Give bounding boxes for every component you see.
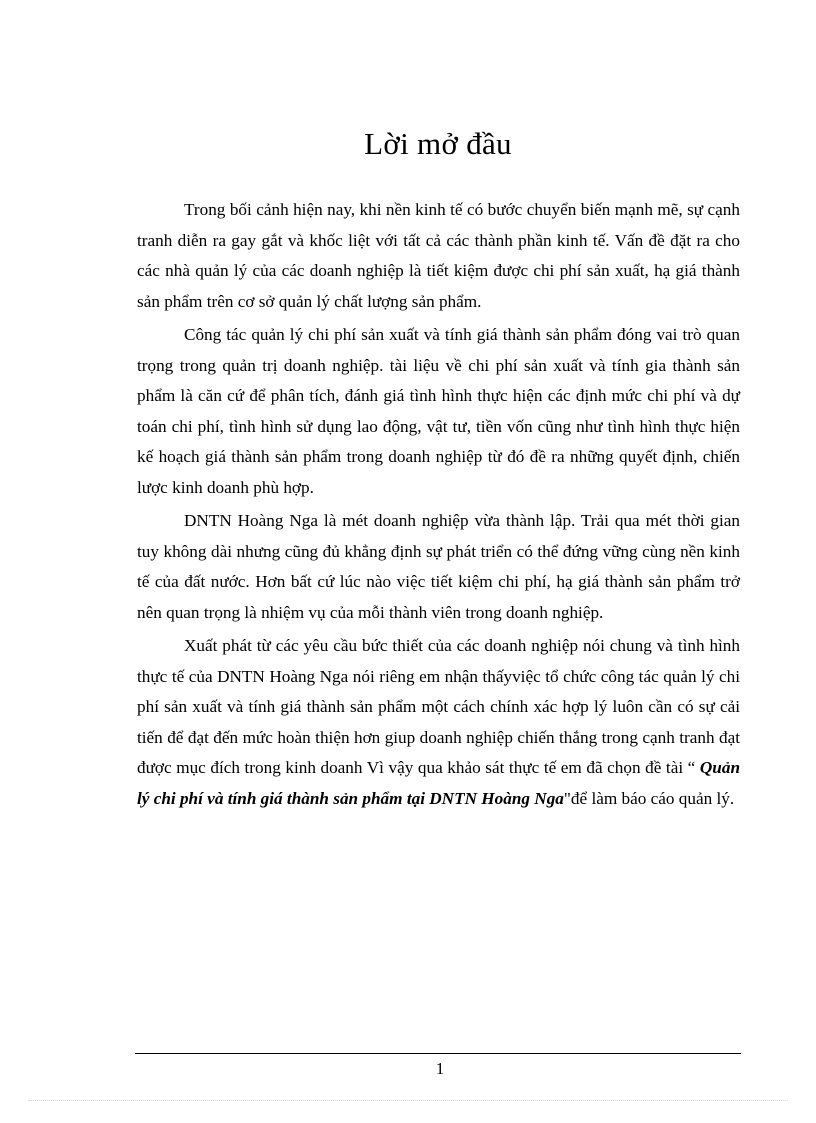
footer-divider [135, 1053, 741, 1054]
paragraph-context: Trong bối cảnh hiện nay, khi nền kinh tế có bước chuyển biến mạnh mẽ, sự cạnh tranh diễn ra gay gắt và khốc liệt với tất cả các thành phần kinh tế. Vấn đề đặt ra cho các nhà quản lý của các doanh nghiệp là tiết kiệm được chi phí sản xuất, hạ giá thành sản phẩm trên cơ sở quản lý chất lượng sản phẩm. [137, 200, 740, 311]
page-number: 1 [435, 1059, 445, 1078]
page-bottom-dotted-divider [28, 1100, 788, 1101]
page-title: Lời mở đầu [364, 126, 512, 161]
paragraph-topic-selection [137, 631, 740, 814]
paragraph-cost-management: Công tác quản lý chi phí sản xuất và tính giá thành sản phẩm đóng vai trò quan trọng trong quản trị doanh nghiệp. tài liệu về chi phí sản xuất và tính gia thành sản phẩm là căn cứ để phân tích, đánh giá tình hình thực hiện các định mức chi phí và dự toán chi phí, tình hình sử dụng lao động, vật tư, tiền vốn cũng như tình hình thực hiện kế hoạch giá thành sản phẩm trong doanh nghiệp từ đó đề ra những quyết định, chiến lược kinh doanh phù hợp. [137, 325, 740, 497]
topic-intro-text: Xuất phát từ các yêu cầu bức thiết của các doanh nghiệp nói chung và tình hình thực tế của DNTN Hoàng Nga nói riêng em nhận thấyviệc tổ chức công tác quản lý chi phí sản xuất và tính giá thành sản phẩm một cách chính xác hợp lý luôn cần có sự cải tiến để đạt đến mức hoàn thiện hơn giup doanh nghiệp chiến thắng trong cạnh tranh đạt được mục đích trong kinh doanh Vì vậy qua khảo sát thực tế em đã chọn đề tài “ [137, 636, 740, 777]
paragraph-company-introduction: DNTN Hoàng Nga là mét doanh nghiệp vừa thành lập. Trải qua mét thời gian tuy không dài nhưng cũng đủ khẳng định sự phát triển có thể đứng vững cùng nền kinh tế của đất nước. Hơn bất cứ lúc nào việc tiết kiệm chi phí, hạ giá thành sản phẩm trở nên quan trọng là nhiệm vụ của mỗi thành viên trong doanh nghiệp. [137, 511, 740, 622]
topic-closing-text: "để làm báo cáo quản lý. [563, 788, 735, 808]
report-topic-title: Quản lý chi phí và tính giá thành sản phẩm tại DNTN Hoàng Nga [137, 758, 740, 808]
document-body [137, 195, 740, 814]
